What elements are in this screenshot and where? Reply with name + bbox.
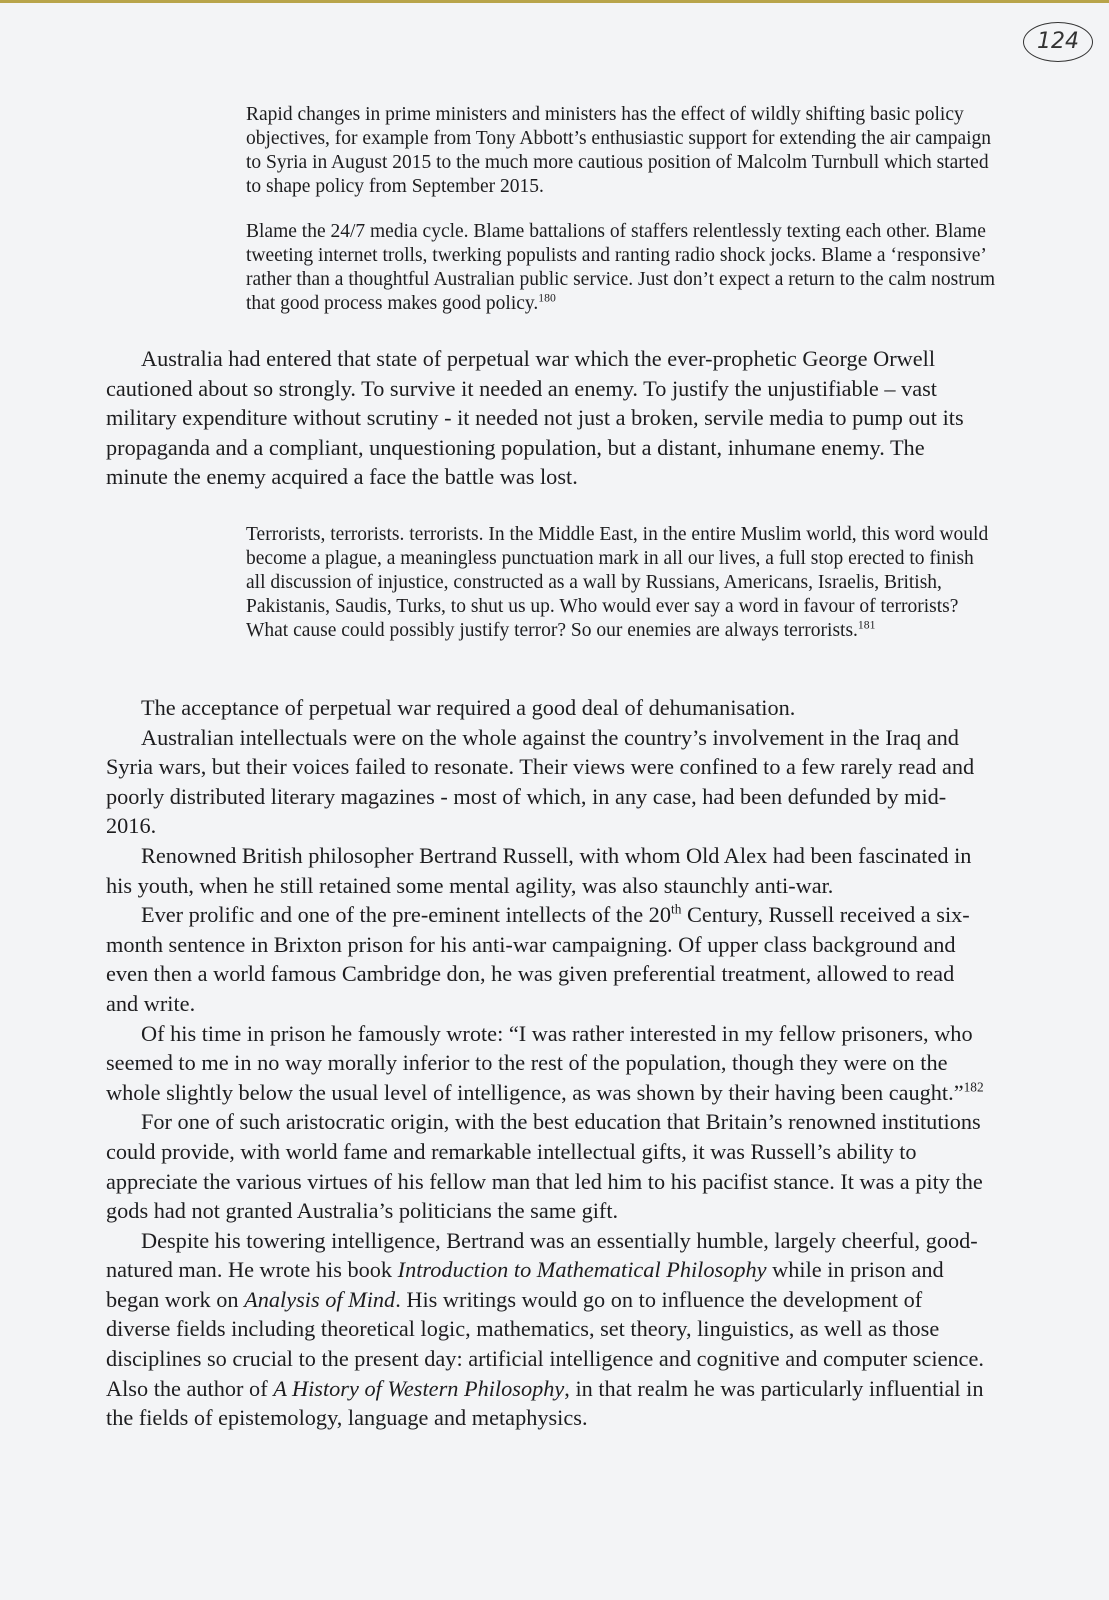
block-quote-3 xyxy=(246,523,996,643)
paragraph-russell-quote xyxy=(106,1019,991,1108)
block-quote-1: Rapid changes in prime ministers and ministers has the effect of wildly shifting basic policy objectives, for example from Tony Abbott’s enthusiastic support for extending the air campaign to Syria in August 2015 to the much more cautious position of Malcolm Turnbull which started to shape policy from September 2015. xyxy=(246,104,992,197)
paragraph-intellectuals: Australian intellectuals were on the whole against the country’s involvement in the Iraq and Syria wars, but their voices failed to resonate. Their views were confined to a few rarely read and poorly distributed literary magazines - most of which, in any case, had been defunded by mid-2016. xyxy=(106,724,975,839)
block-quote-2-text: Blame the 24/7 media cycle. Blame battalions of staffers relentlessly texting each other. Blame tweeting internet trolls, twerking populists and ranting radio shock jocks. Blame a ‘responsive’ rather than a thoughtful Australian public service. Just don’t expect a return to the calm nostrum that good process makes good policy. xyxy=(246,221,996,314)
paragraph-writings xyxy=(106,1226,991,1433)
ordinal-suffix: th xyxy=(670,901,682,917)
book-title-mathematical-philosophy: Introduction to Mathematical Philosophy xyxy=(397,1257,767,1283)
body-section-2 xyxy=(106,693,991,1433)
block-quote-2 xyxy=(246,220,996,316)
body-section-1 xyxy=(106,344,991,492)
footnote-ref-181: 181 xyxy=(857,618,876,632)
footnote-ref-182: 182 xyxy=(963,1079,984,1095)
paragraph-writings-b: while in prison and began work on xyxy=(106,1257,944,1312)
book-title-history-western-philosophy: A History of Western Philosophy xyxy=(273,1375,565,1401)
paragraph-writings-c: . His writings would go on to influence the development of diverse fields including theoretical logic, mathematics, set theory, linguistics, as well as those disciplines so crucial to the present day: artificial intelligence and cognitive and computer science. Also the author of xyxy=(106,1286,984,1401)
paragraph-russell-prison-b: Century, Russell received a six-month sentence in Brixton prison for his anti-war campaigning. Of upper class background and even then a world famous Cambridge don, he was given preferential treatment, allowed to read and write. xyxy=(106,902,970,1016)
paragraph-pacifist: For one of such aristocratic origin, with the best education that Britain’s renowned institutions could provide, with world fame and remarkable intellectual gifts, it was Russell’s ability to appreciate the various virtues of his fellow man that led him to his pacifist stance. It was a pity the gods had not granted Australia’s politicians the same gift. xyxy=(106,1109,983,1224)
book-title-analysis-of-mind: Analysis of Mind xyxy=(244,1286,396,1312)
paragraph-orwell: Australia had entered that state of perpetual war which the ever-prophetic George Orwell cautioned about so strongly. To survive it needed an enemy. To justify the unjustifiable – vast military expenditure without scrutiny - it needed not just a broken, servile media to pump out its propaganda and a compliant, unquestioning population, but a distant, inhumane enemy. The minute the enemy acquired a face the battle was lost. xyxy=(106,346,964,490)
paragraph-russell-prison-a: Ever prolific and one of the pre-eminent intellects of the 20 xyxy=(141,902,671,928)
paragraph-russell-intro: Renowned British philosopher Bertrand Russell, with whom Old Alex had been fascinated in his youth, when he still retained some mental agility, was also staunchly anti-war. xyxy=(106,842,972,898)
paragraph-writings-a: Despite his towering intelligence, Bertrand was an essentially humble, largely cheerful, good-natured man. He wrote his book xyxy=(106,1227,978,1283)
paragraph-dehumanisation: The acceptance of perpetual war required a good deal of dehumanisation. xyxy=(141,695,796,720)
footnote-ref-180: 180 xyxy=(538,291,556,305)
block-quote-3-text: Terrorists, terrorists. terrorists. In the Middle East, in the entire Muslim world, this word would become a plague, a meaningless punctuation mark in all our lives, a full stop erected to finish all discussion of injustice, constructed as a wall by Russians, Americans, Israelis, British, Pakistanis, Saudis, Turks, to shut us up. Who would ever say a word in favour of terrorists? What cause could possibly justify terror? So our enemies are always terrorists. xyxy=(246,524,989,641)
paragraph-russell-quote-text: Of his time in prison he famously wrote: “I was rather interested in my fellow prisoners, who seemed to me in no way morally inferior to the rest of the population, though they were on the whole slightly below the usual level of intelligence, as was shown by their having been caught.” xyxy=(106,1020,973,1105)
paragraph-writings-d: , in that realm he was particularly influential in the fields of epistemology, language and metaphysics. xyxy=(106,1375,984,1431)
paragraph-russell-prison xyxy=(106,900,991,1018)
page-number: 124 xyxy=(1023,22,1093,62)
top-edge-rule xyxy=(0,0,1109,3)
